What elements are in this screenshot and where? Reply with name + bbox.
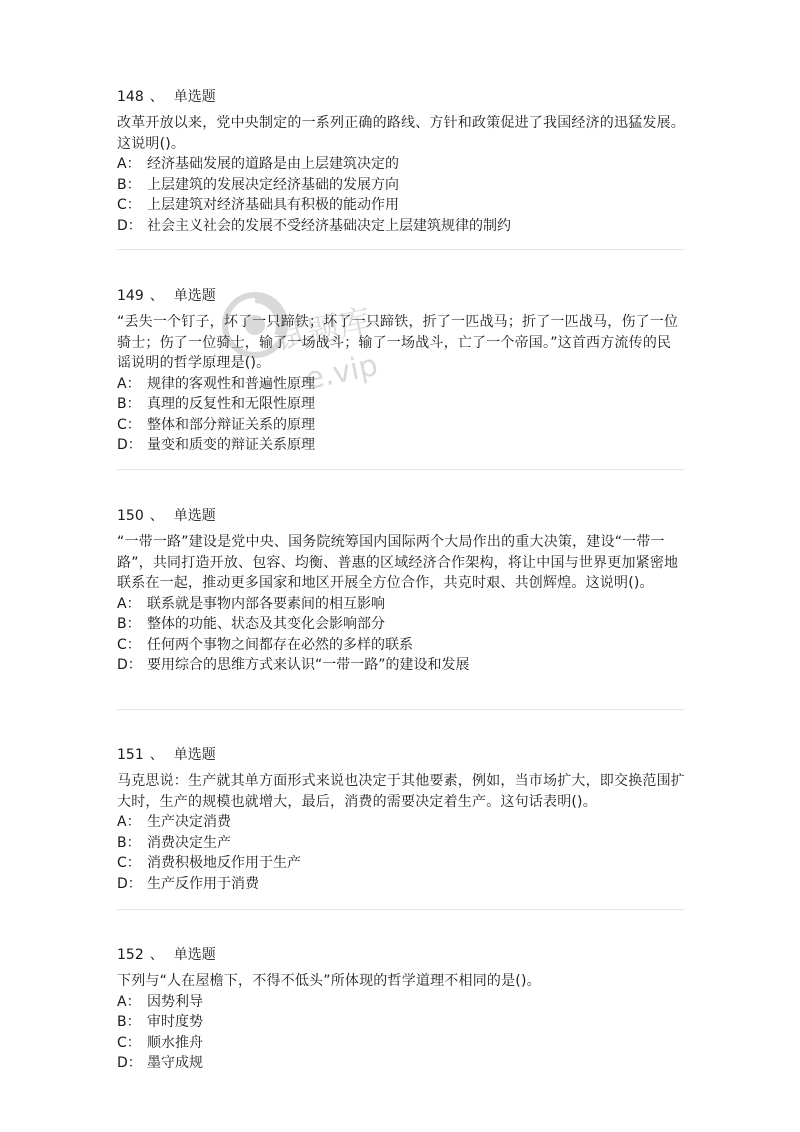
question-number: 149 [117,288,144,304]
option-letter: B： [117,396,141,412]
option-letter: A： [117,375,141,392]
question-header [117,286,685,306]
question-150 [117,506,685,676]
option-c [117,853,685,874]
question-stem: 改革开放以来，党中央制定的一系列正确的路线、方针和政策促进了我国经济的迅猛发展。这说明()。 [117,115,685,152]
question-header [117,745,685,765]
option-letter: B： [117,834,141,851]
question-type: 单选题 [173,288,216,304]
option-b [117,833,685,854]
option-a [117,992,685,1013]
option-d [117,655,685,676]
question-header [117,87,685,107]
option-text: 要用综合的思维方式来认识“一带一路”的建设和发展 [147,657,470,673]
option-letter: A： [117,993,141,1010]
question-type: 单选题 [173,947,216,963]
divider [117,469,685,470]
option-letter: B： [117,1014,141,1030]
option-text: 经济基础发展的道路是由上层建筑决定的 [147,156,399,172]
option-c [117,1033,685,1054]
question-separator: 、 [149,508,164,524]
option-text: 社会主义社会的发展不受经济基础决定上层建筑规律的制约 [147,217,511,234]
option-text: 规律的客观性和普遍性原理 [147,375,315,392]
option-text: 联系就是事物内部各要素间的相互影响 [147,595,385,612]
option-letter: C： [117,416,141,433]
option-list [117,812,685,894]
option-text: 上层建筑对经济基础具有积极的能动作用 [147,197,399,213]
option-letter: D： [117,1055,142,1071]
option-c [117,195,685,216]
option-letter: C： [117,636,141,653]
option-list [117,594,685,676]
option-a [117,594,685,615]
question-type: 单选题 [173,747,216,763]
question-stem: 马克思说：生产就其单方面形式来说也决定于其他要素，例如，当市场扩大，即交换范围扩大时，生产的规模也就增大，最后，消费的需要决定着生产。这句话表明()。 [117,773,685,810]
option-text: 生产反作用于消费 [147,875,259,892]
question-152 [117,945,685,1074]
option-letter: A： [117,595,141,612]
watermark-url: e.vip [302,347,381,398]
divider [117,709,685,710]
divider [117,909,685,910]
question-number: 152 [117,947,144,963]
question-separator: 、 [149,288,164,304]
option-c [117,415,685,436]
question-stem: 下列与“人在屋檐下，不得不低头”所体现的哲学道理不相同的是()。 [117,973,541,989]
option-letter: C： [117,855,141,871]
question-number: 151 [117,747,144,763]
option-letter: B： [117,616,141,632]
question-header [117,945,685,965]
option-text: 整体的功能、状态及其变化会影响部分 [147,616,385,632]
option-a [117,374,685,395]
watermark-text: 试题库 [272,301,375,359]
question-148 [117,87,685,236]
question-151 [117,745,685,894]
question-separator: 、 [149,947,164,963]
option-d [117,435,685,456]
option-letter: D： [117,217,142,234]
question-type: 单选题 [173,89,216,105]
question-header [117,506,685,526]
option-letter: C： [117,1034,141,1051]
option-b [117,1012,685,1033]
question-stem: “丢失一个钉子，坏了一只蹄铁；坏了一只蹄铁，折了一匹战马；折了一匹战马，伤了一位骑士；伤了一位骑士，输了一场战斗；输了一场战斗，亡了一个帝国。”这首西方流传的民谣说明的哲学原理是()。 [117,314,679,371]
option-b [117,175,685,196]
option-text: 消费积极地反作用于生产 [147,855,301,871]
option-text: 因势利导 [147,993,203,1010]
option-list [117,992,685,1074]
option-text: 顺水推舟 [147,1034,203,1051]
question-number: 148 [117,89,144,105]
option-letter: D： [117,657,142,673]
question-separator: 、 [149,747,164,763]
option-a [117,812,685,833]
question-149 [117,286,685,456]
option-text: 量变和质变的辩证关系原理 [147,437,315,453]
option-letter: B： [117,176,141,193]
divider [117,249,685,250]
question-type: 单选题 [173,508,216,524]
option-text: 任何两个事物之间都存在必然的多样的联系 [147,636,413,653]
option-text: 生产决定消费 [147,814,231,830]
question-separator: 、 [149,89,164,105]
question-stem: “一带一路”建设是党中央、国务院统筹国内国际两个大局作出的重大决策，建设“一带一路”，共同打造开放、包容、均衡、普惠的区域经济合作架构，将让中国与世界更加紧密地联系在一起，推动更多国家和地区开展全方位合作，共克时艰、共创辉煌。这说明()。 [117,534,679,591]
option-d [117,1053,685,1074]
option-letter: A： [117,156,141,172]
option-text: 墨守成规 [147,1055,203,1071]
option-list [117,374,685,456]
option-d [117,874,685,895]
option-letter: C： [117,197,141,213]
option-letter: D： [117,437,142,453]
option-text: 消费决定生产 [147,834,231,851]
option-b [117,614,685,635]
option-a [117,154,685,175]
option-text: 审时度势 [147,1014,203,1030]
option-text: 上层建筑的发展决定经济基础的发展方向 [147,176,399,193]
option-c [117,635,685,656]
option-d [117,216,685,237]
option-letter: D： [117,875,142,892]
option-text: 真理的反复性和无限性原理 [147,396,315,412]
option-b [117,394,685,415]
option-list [117,154,685,236]
question-number: 150 [117,508,144,524]
option-text: 整体和部分辩证关系的原理 [147,416,315,433]
option-letter: A： [117,814,141,830]
